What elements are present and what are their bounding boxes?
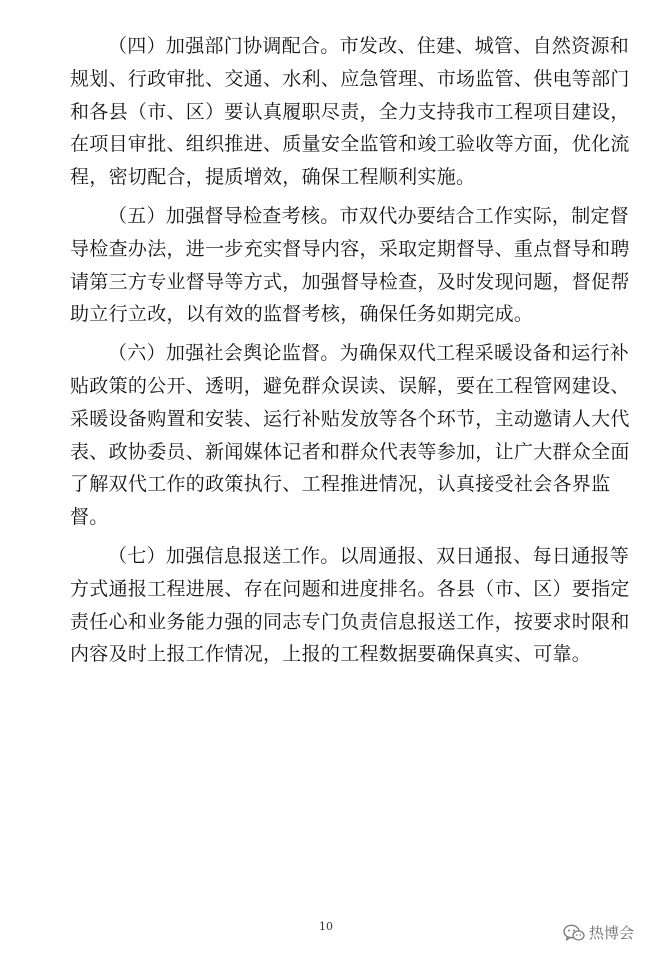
paragraph-4: [70, 30, 630, 194]
text-line: 程，密切配合，提质增效，确保工程顺利实施。: [70, 166, 476, 189]
paragraph-6: [70, 337, 630, 534]
watermark-text: 热博会: [588, 924, 634, 942]
text-line: 表、政协委员、新闻媒体记者和群众代表等参加，让广大群众全面: [70, 440, 630, 463]
text-line: 贴政策的公开、透明，避免群众误读、误解，要在工程管网建设、: [70, 374, 630, 397]
text-line: 采暖设备购置和安装、运行补贴发放等各个环节，主动邀请人大代: [70, 407, 630, 430]
text-line: 助立行立改，以有效的监督考核，确保任务如期完成。: [70, 303, 534, 326]
paragraph-5: [70, 200, 630, 331]
text-line: （五）加强督导检查考核。市双代办要结合工作实际，制定督: [108, 204, 630, 227]
text-line: （四）加强部门协调配合。市发改、住建、城管、自然资源和: [108, 35, 630, 57]
text-line: 请第三方专业督导等方式，加强督导检查，及时发现问题，督促帮: [70, 270, 630, 293]
wechat-icon: [563, 924, 585, 942]
text-line: 和各县（市、区）要认真履职尽责，全力支持我市工程项目建设，: [70, 100, 630, 123]
text-line: 督。: [70, 506, 109, 529]
wechat-watermark: [563, 922, 634, 943]
text-line: 了解双代工作的政策执行、工程推进情况，认真接受社会各界监: [70, 473, 611, 496]
text-line: 责任心和业务能力强的同志专门负责信息报送工作，按要求时限和: [70, 610, 630, 633]
text-line: 在项目审批、组织推进、质量安全监管和竣工验收等方面，优化流: [70, 133, 630, 156]
text-line: 规划、行政审批、交通、水利、应急管理、市场监管、供电等部门: [70, 67, 630, 90]
text-line: 导检查办法，进一步充实督导内容，采取定期督导、重点督导和聘: [70, 237, 630, 260]
text-line: （六）加强社会舆论监督。为确保双代工程采暖设备和运行补: [108, 342, 630, 365]
text-line: 方式通报工程进展、存在问题和进度排名。各县（市、区）要指定: [70, 577, 630, 600]
page-number: 10: [319, 920, 333, 933]
paragraph-7: [70, 540, 630, 671]
text-line: 内容及时上报工作情况，上报的工程数据要确保真实、可靠。: [70, 643, 592, 666]
text-line: （七）加强信息报送工作。以周通报、双日通报、每日通报等: [108, 544, 630, 567]
document-body: [70, 30, 630, 677]
